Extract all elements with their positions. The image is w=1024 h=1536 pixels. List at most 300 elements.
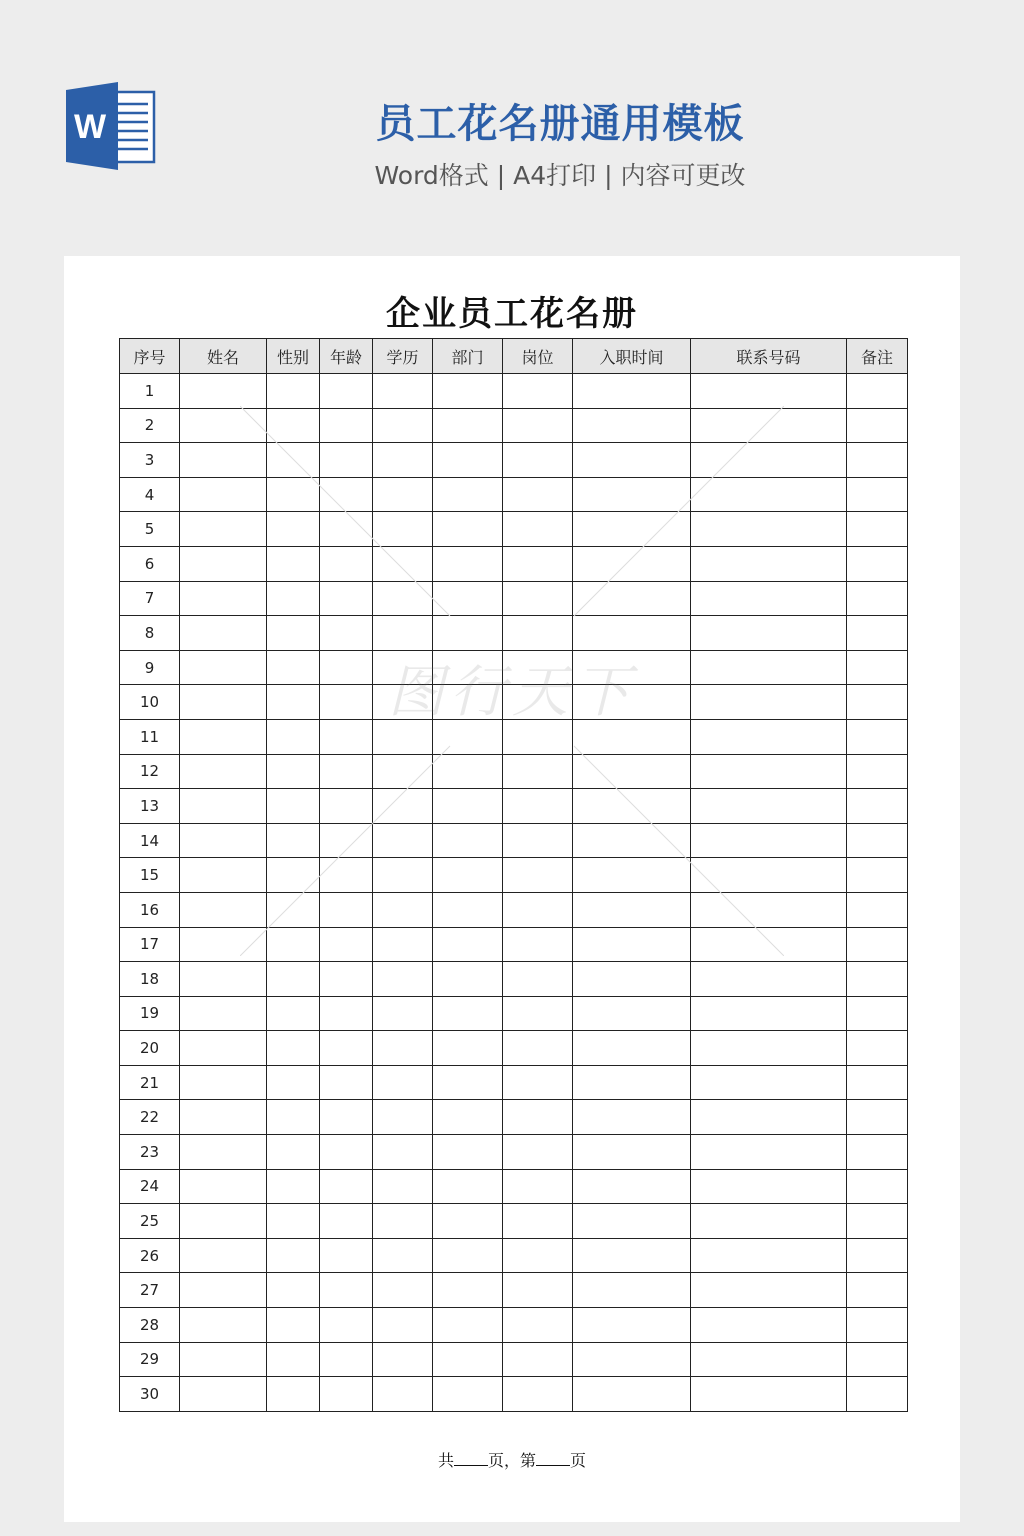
table-cell[interactable] [847,996,908,1031]
table-cell[interactable] [691,616,847,651]
row-number: 2 [120,408,180,443]
table-cell[interactable] [320,1169,373,1204]
table-cell[interactable] [847,1204,908,1239]
table-cell[interactable] [320,927,373,962]
table-cell[interactable] [503,858,573,893]
table-cell[interactable] [503,512,573,547]
table-cell[interactable] [847,650,908,685]
table-cell[interactable] [180,962,267,997]
table-cell[interactable] [433,1308,503,1343]
table-cell[interactable] [433,1204,503,1239]
table-cell[interactable] [320,1031,373,1066]
table-cell[interactable] [320,754,373,789]
table-row [120,1135,908,1170]
table-cell[interactable] [847,858,908,893]
table-cell[interactable] [373,996,433,1031]
table-row [120,1204,908,1239]
table-cell[interactable] [573,1204,691,1239]
table-cell[interactable] [691,962,847,997]
table-cell[interactable] [847,1031,908,1066]
table-cell[interactable] [573,443,691,478]
table-cell[interactable] [503,892,573,927]
table-cell[interactable] [373,858,433,893]
table-cell[interactable] [847,789,908,824]
table-cell[interactable] [320,1273,373,1308]
table-cell[interactable] [573,927,691,962]
table-cell[interactable] [691,1238,847,1273]
table-cell[interactable] [320,858,373,893]
table-cell[interactable] [691,650,847,685]
table-cell[interactable] [503,1100,573,1135]
table-cell[interactable] [433,962,503,997]
table-cell[interactable] [573,1135,691,1170]
table-cell[interactable] [847,1273,908,1308]
table-cell[interactable] [180,858,267,893]
table-cell[interactable] [503,616,573,651]
table-cell[interactable] [433,546,503,581]
table-cell[interactable] [847,1238,908,1273]
table-cell[interactable] [433,685,503,720]
table-cell[interactable] [503,374,573,409]
table-cell[interactable] [320,1135,373,1170]
table-cell[interactable] [267,1377,320,1412]
row-number: 15 [120,858,180,893]
table-cell[interactable] [847,1065,908,1100]
table-cell[interactable] [573,719,691,754]
table-cell[interactable] [573,1169,691,1204]
table-cell[interactable] [373,477,433,512]
table-cell[interactable] [180,823,267,858]
table-cell[interactable] [847,512,908,547]
table-cell[interactable] [373,1204,433,1239]
table-cell[interactable] [267,1031,320,1066]
table-cell[interactable] [267,823,320,858]
table-cell[interactable] [573,1100,691,1135]
table-cell[interactable] [180,996,267,1031]
table-cell[interactable] [573,650,691,685]
table-cell[interactable] [503,754,573,789]
table-cell[interactable] [691,1135,847,1170]
table-cell[interactable] [180,1169,267,1204]
table-cell[interactable] [180,1238,267,1273]
table-cell[interactable] [573,581,691,616]
table-cell[interactable] [320,1377,373,1412]
table-cell[interactable] [847,443,908,478]
table-cell[interactable] [373,1342,433,1377]
table-cell[interactable] [433,1169,503,1204]
table-cell[interactable] [433,1100,503,1135]
table-cell[interactable] [267,581,320,616]
table-cell[interactable] [267,374,320,409]
table-cell[interactable] [433,1065,503,1100]
table-cell[interactable] [180,892,267,927]
table-cell[interactable] [320,477,373,512]
table-cell[interactable] [320,408,373,443]
table-cell[interactable] [503,1238,573,1273]
table-cell[interactable] [847,927,908,962]
table-cell[interactable] [847,1100,908,1135]
table-cell[interactable] [267,996,320,1031]
table-cell[interactable] [373,754,433,789]
table-row [120,1065,908,1100]
table-cell[interactable] [180,408,267,443]
table-cell[interactable] [320,962,373,997]
table-cell[interactable] [847,685,908,720]
table-cell[interactable] [691,1377,847,1412]
table-cell[interactable] [320,1100,373,1135]
table-cell[interactable] [433,1135,503,1170]
table-cell[interactable] [320,1065,373,1100]
table-cell[interactable] [847,408,908,443]
table-cell[interactable] [573,892,691,927]
table-cell[interactable] [573,685,691,720]
table-cell[interactable] [503,581,573,616]
table-cell[interactable] [433,1273,503,1308]
table-cell[interactable] [180,374,267,409]
banner-title: 员工花名册通用模板 [375,101,745,147]
table-cell[interactable] [691,685,847,720]
table-cell[interactable] [433,581,503,616]
table-cell[interactable] [180,581,267,616]
table-cell[interactable] [573,823,691,858]
table-cell[interactable] [503,719,573,754]
table-cell[interactable] [267,408,320,443]
table-cell[interactable] [573,858,691,893]
table-cell[interactable] [433,754,503,789]
table-cell[interactable] [691,1031,847,1066]
table-cell[interactable] [320,512,373,547]
table-cell[interactable] [503,1135,573,1170]
table-cell[interactable] [691,408,847,443]
row-number: 21 [120,1065,180,1100]
table-cell[interactable] [847,719,908,754]
table-cell[interactable] [433,443,503,478]
table-cell[interactable] [180,719,267,754]
row-number: 27 [120,1273,180,1308]
table-cell[interactable] [373,650,433,685]
table-cell[interactable] [180,1065,267,1100]
table-cell[interactable] [433,616,503,651]
table-cell[interactable] [267,789,320,824]
table-cell[interactable] [267,1238,320,1273]
row-number: 8 [120,616,180,651]
table-cell[interactable] [433,1238,503,1273]
table-cell[interactable] [691,719,847,754]
table-cell[interactable] [691,477,847,512]
table-cell[interactable] [691,892,847,927]
table-cell[interactable] [267,1308,320,1343]
table-row [120,892,908,927]
table-cell[interactable] [373,1135,433,1170]
table-cell[interactable] [180,1273,267,1308]
column-header: 学历 [373,339,433,374]
table-cell[interactable] [503,650,573,685]
table-cell[interactable] [180,1342,267,1377]
table-cell[interactable] [573,1031,691,1066]
table-cell[interactable] [691,546,847,581]
table-cell[interactable] [433,823,503,858]
table-cell[interactable] [373,1238,433,1273]
table-cell[interactable] [433,408,503,443]
table-cell[interactable] [373,581,433,616]
row-number: 13 [120,789,180,824]
row-number: 14 [120,823,180,858]
table-cell[interactable] [847,754,908,789]
table-cell[interactable] [373,374,433,409]
table-cell[interactable] [373,1273,433,1308]
table-cell[interactable] [180,616,267,651]
table-cell[interactable] [320,374,373,409]
table-cell[interactable] [180,546,267,581]
table-row [120,858,908,893]
table-row [120,650,908,685]
table-cell[interactable] [320,546,373,581]
table-cell[interactable] [180,1031,267,1066]
row-number: 23 [120,1135,180,1170]
table-cell[interactable] [503,962,573,997]
row-number: 30 [120,1377,180,1412]
table-cell[interactable] [180,1204,267,1239]
table-cell[interactable] [267,1273,320,1308]
table-cell[interactable] [503,1377,573,1412]
table-cell[interactable] [267,1065,320,1100]
table-cell[interactable] [503,1308,573,1343]
table-cell[interactable] [267,443,320,478]
table-cell[interactable] [320,1238,373,1273]
table-cell[interactable] [573,408,691,443]
table-cell[interactable] [180,1308,267,1343]
table-cell[interactable] [573,962,691,997]
table-cell[interactable] [320,1204,373,1239]
table-cell[interactable] [847,823,908,858]
table-cell[interactable] [373,823,433,858]
table-cell[interactable] [267,512,320,547]
table-cell[interactable] [320,650,373,685]
table-cell[interactable] [503,477,573,512]
current-page-blank[interactable] [536,1451,570,1466]
table-cell[interactable] [267,858,320,893]
table-cell[interactable] [691,1204,847,1239]
table-cell[interactable] [503,927,573,962]
table-cell[interactable] [320,996,373,1031]
table-cell[interactable] [373,546,433,581]
table-cell[interactable] [373,892,433,927]
table-cell[interactable] [320,892,373,927]
table-cell[interactable] [433,996,503,1031]
table-cell[interactable] [503,1273,573,1308]
table-cell[interactable] [573,754,691,789]
column-header: 岗位 [503,339,573,374]
table-cell[interactable] [573,1308,691,1343]
table-cell[interactable] [847,546,908,581]
table-cell[interactable] [573,1342,691,1377]
table-cell[interactable] [267,546,320,581]
table-cell[interactable] [691,374,847,409]
table-cell[interactable] [267,1135,320,1170]
table-cell[interactable] [433,650,503,685]
table-cell[interactable] [503,1169,573,1204]
table-cell[interactable] [573,374,691,409]
table-cell[interactable] [503,546,573,581]
table-cell[interactable] [503,823,573,858]
table-cell[interactable] [573,996,691,1031]
table-cell[interactable] [320,789,373,824]
table-cell[interactable] [847,962,908,997]
column-header: 年龄 [320,339,373,374]
table-cell[interactable] [847,581,908,616]
table-cell[interactable] [180,685,267,720]
table-cell[interactable] [847,616,908,651]
row-number: 19 [120,996,180,1031]
table-cell[interactable] [847,1342,908,1377]
table-cell[interactable] [320,581,373,616]
table-cell[interactable] [180,650,267,685]
table-cell[interactable] [573,1377,691,1412]
table-cell[interactable] [320,1342,373,1377]
table-cell[interactable] [573,1065,691,1100]
table-cell[interactable] [503,1342,573,1377]
table-cell[interactable] [847,1308,908,1343]
table-cell[interactable] [373,616,433,651]
table-cell[interactable] [433,927,503,962]
row-number: 7 [120,581,180,616]
table-cell[interactable] [847,1377,908,1412]
table-cell[interactable] [180,1100,267,1135]
table-cell[interactable] [691,1308,847,1343]
table-cell[interactable] [433,512,503,547]
table-cell[interactable] [320,685,373,720]
table-cell[interactable] [691,1273,847,1308]
table-cell[interactable] [503,789,573,824]
table-cell[interactable] [267,962,320,997]
table-cell[interactable] [373,719,433,754]
table-cell[interactable] [180,512,267,547]
table-cell[interactable] [503,1065,573,1100]
table-cell[interactable] [573,1238,691,1273]
table-cell[interactable] [373,443,433,478]
total-pages-blank[interactable] [454,1451,488,1466]
row-number: 11 [120,719,180,754]
table-cell[interactable] [503,443,573,478]
table-cell[interactable] [691,1342,847,1377]
table-cell[interactable] [573,1273,691,1308]
table-cell[interactable] [267,1204,320,1239]
table-cell[interactable] [691,1169,847,1204]
table-cell[interactable] [433,374,503,409]
table-cell[interactable] [180,477,267,512]
table-cell[interactable] [373,1308,433,1343]
table-cell[interactable] [573,616,691,651]
table-cell[interactable] [433,477,503,512]
table-cell[interactable] [691,789,847,824]
table-cell[interactable] [373,962,433,997]
table-cell[interactable] [267,650,320,685]
table-cell[interactable] [373,789,433,824]
table-cell[interactable] [433,858,503,893]
word-icon-letter: W [73,108,107,146]
table-cell[interactable] [847,477,908,512]
table-cell[interactable] [373,512,433,547]
table-cell[interactable] [320,1308,373,1343]
table-cell[interactable] [373,1100,433,1135]
table-cell[interactable] [503,685,573,720]
table-cell[interactable] [433,1342,503,1377]
table-cell[interactable] [320,823,373,858]
table-cell[interactable] [180,927,267,962]
table-cell[interactable] [373,927,433,962]
table-cell[interactable] [267,754,320,789]
table-row [120,1342,908,1377]
table-cell[interactable] [503,1031,573,1066]
table-cell[interactable] [267,719,320,754]
table-cell[interactable] [847,374,908,409]
table-cell[interactable] [573,477,691,512]
table-cell[interactable] [691,512,847,547]
table-cell[interactable] [373,1377,433,1412]
table-cell[interactable] [267,1169,320,1204]
table-cell[interactable] [691,1100,847,1135]
table-cell[interactable] [267,1100,320,1135]
table-cell[interactable] [847,1169,908,1204]
table-cell[interactable] [573,546,691,581]
table-cell[interactable] [373,1169,433,1204]
table-cell[interactable] [373,1065,433,1100]
table-cell[interactable] [691,858,847,893]
table-cell[interactable] [433,719,503,754]
table-cell[interactable] [433,1031,503,1066]
table-cell[interactable] [320,616,373,651]
table-cell[interactable] [267,1342,320,1377]
table-cell[interactable] [180,754,267,789]
table-row [120,443,908,478]
table-cell[interactable] [503,996,573,1031]
table-cell[interactable] [691,1065,847,1100]
table-cell[interactable] [691,443,847,478]
table-cell[interactable] [320,719,373,754]
table-cell[interactable] [267,892,320,927]
table-cell[interactable] [503,408,573,443]
table-cell[interactable] [320,443,373,478]
table-cell[interactable] [433,892,503,927]
table-cell[interactable] [180,443,267,478]
table-cell[interactable] [267,616,320,651]
table-cell[interactable] [847,892,908,927]
table-cell[interactable] [691,754,847,789]
table-cell[interactable] [573,789,691,824]
table-cell[interactable] [503,1204,573,1239]
table-row [120,823,908,858]
table-cell[interactable] [433,1377,503,1412]
table-cell[interactable] [847,1135,908,1170]
table-cell[interactable] [267,685,320,720]
table-cell[interactable] [373,685,433,720]
table-cell[interactable] [267,477,320,512]
table-cell[interactable] [691,996,847,1031]
table-cell[interactable] [433,789,503,824]
table-cell[interactable] [691,581,847,616]
table-cell[interactable] [373,408,433,443]
table-row [120,719,908,754]
table-cell[interactable] [180,1377,267,1412]
table-cell[interactable] [573,512,691,547]
table-cell[interactable] [180,1135,267,1170]
table-cell[interactable] [267,927,320,962]
table-cell[interactable] [691,823,847,858]
document-title: 企业员工花名册 [386,294,638,334]
table-cell[interactable] [373,1031,433,1066]
table-cell[interactable] [691,927,847,962]
table-cell[interactable] [180,789,267,824]
